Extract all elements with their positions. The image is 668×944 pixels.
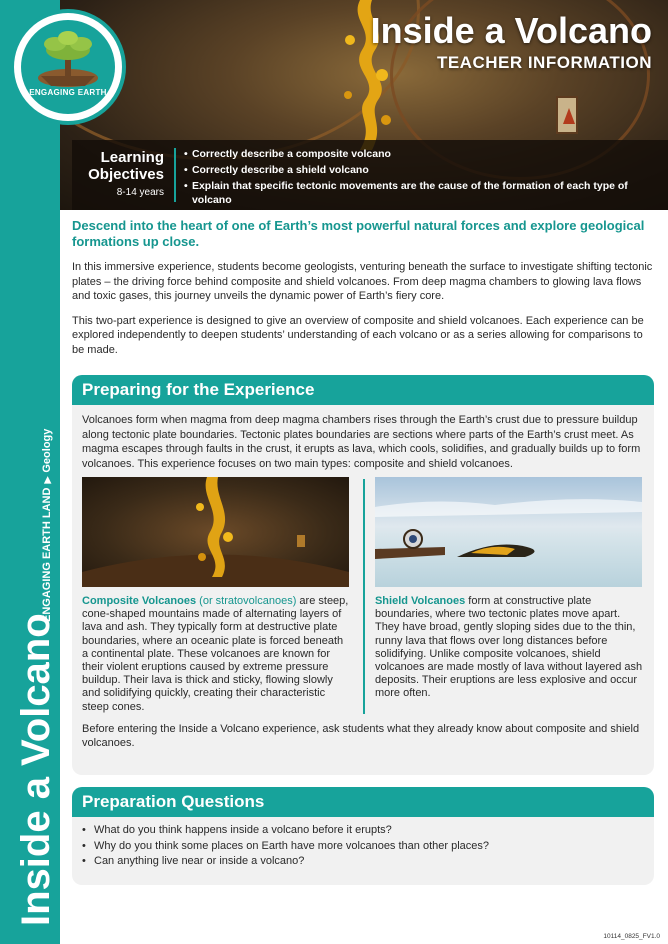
engaging-earth-logo bbox=[10, 9, 126, 125]
intro-lead: Descend into the heart of one of Earth’s most powerful natural forces and explore geological formations up close. bbox=[72, 218, 645, 249]
question-item: • What do you think happens inside a volcano before it erupts? bbox=[82, 823, 644, 839]
side-title bbox=[12, 406, 56, 926]
document-code: 10114_0825_FV1.0 bbox=[603, 933, 660, 940]
tree-island-icon bbox=[21, 20, 115, 114]
preparing-closing: Before entering the Inside a Volcano experience, ask students what they already know about composite and shield volcanoes. bbox=[82, 722, 640, 750]
preparing-body: Volcanoes form when magma from deep magma chambers rises through the Earth’s crust due to pressure buildup along tectonic plate boundaries. Tectonic plates boundaries are sections where parts of the Earth’s crust meet. As magma escapes through faults in the crust, it erupts as lava, which cools, solidifies, and gradually builds up to form volcanoes. This experience focuses on two main types: composite and shield volcanoes. bbox=[82, 414, 641, 470]
intro-paragraph-1: In this immersive experience, students become geologists, venturing beneath the surface to investigate shifting tectonic plates – the driving force behind composite and shield volcanoes. From deep magma chambers to glowing lava flows and toxic gases, this journey unveils the dynamic power of Earth’s fiery core. bbox=[72, 261, 653, 302]
subject-name: Geology bbox=[41, 428, 53, 473]
questions-heading: Preparation Questions bbox=[72, 787, 654, 817]
objectives-label bbox=[72, 140, 174, 210]
objectives-label-line2: Objectives bbox=[88, 166, 164, 183]
page-title: Inside a Volcano bbox=[370, 10, 652, 51]
intro-paragraph-2: This two-part experience is designed to give an overview of composite and shield volcanoes. Each experience can be explored independently to deepen students’ understanding of each volcano or as a series allowing for comparisons to be made. bbox=[72, 314, 644, 356]
composite-volcano-image bbox=[82, 477, 349, 587]
composite-description bbox=[82, 595, 351, 714]
shield-term: Shield Volcanoes bbox=[374, 595, 466, 607]
series-name: ENGAGING EARTH LAND bbox=[41, 487, 53, 622]
side-bar bbox=[0, 0, 60, 944]
preparing-heading: Preparing for the Experience bbox=[72, 375, 654, 405]
composite-column bbox=[82, 477, 351, 714]
composite-alt-name: (or stratovolcanoes) bbox=[196, 595, 297, 607]
objective-item: • Explain that specific tectonic movements are the cause of the formation of each type of volcano bbox=[184, 179, 660, 207]
questions-section bbox=[72, 787, 654, 885]
shield-description bbox=[375, 595, 644, 701]
hero-title-block bbox=[371, 10, 652, 74]
page-subtitle: TEACHER INFORMATION bbox=[436, 53, 652, 72]
preparing-section bbox=[72, 375, 654, 775]
learning-objectives bbox=[72, 140, 668, 210]
question-item: • Can anything live near or inside a volcano? bbox=[82, 854, 644, 870]
objectives-list bbox=[176, 140, 668, 210]
intro-section bbox=[72, 218, 656, 367]
questions-list bbox=[82, 823, 644, 870]
objective-item: • Correctly describe a composite volcano bbox=[184, 147, 660, 161]
magma-chamber-icon bbox=[82, 477, 349, 587]
objectives-label-line1: Learning bbox=[100, 149, 164, 166]
shield-column bbox=[375, 477, 644, 714]
objectives-age: 8-14 years bbox=[116, 187, 164, 198]
volcano-columns bbox=[82, 477, 644, 714]
question-item: • Why do you think some places on Earth have more volcanoes than other places? bbox=[82, 839, 644, 855]
side-title-text: Inside a Volcano bbox=[14, 613, 58, 926]
column-divider bbox=[363, 479, 365, 714]
shield-volcano-scene-icon bbox=[375, 477, 642, 587]
volcano-poster-icon bbox=[556, 96, 578, 134]
caret-right-icon: ▶ bbox=[41, 476, 52, 484]
objective-item: • Correctly describe a shield volcano bbox=[184, 163, 660, 177]
shield-text: form at constructive plate boundaries, where two tectonic plates move apart. They have broad, gently sloping sides due to the thin, runny lava that flows over long distances before solidifying. Unlike composite volcanoes, shield volcanoes are made mostly of lava without layered ash deposits. Their eruptions are less explosive and occur more often. bbox=[374, 595, 643, 700]
shield-volcano-image bbox=[375, 477, 642, 587]
logo-text: ENGAGING EARTH bbox=[29, 88, 107, 97]
composite-text: are steep, cone-shaped mountains made of alternating layers of lava and ash. They typically form at destructive plate boundaries, where an oceanic plate is forced beneath a continental plate. These volcanoes are known for their violent eruptions caused by extreme pressure buildup. Their lava is thick and sticky, flowing slowly and solidifying quickly, creating their characteristic steep cones. bbox=[82, 595, 349, 713]
composite-term: Composite Volcanoes bbox=[82, 595, 197, 607]
